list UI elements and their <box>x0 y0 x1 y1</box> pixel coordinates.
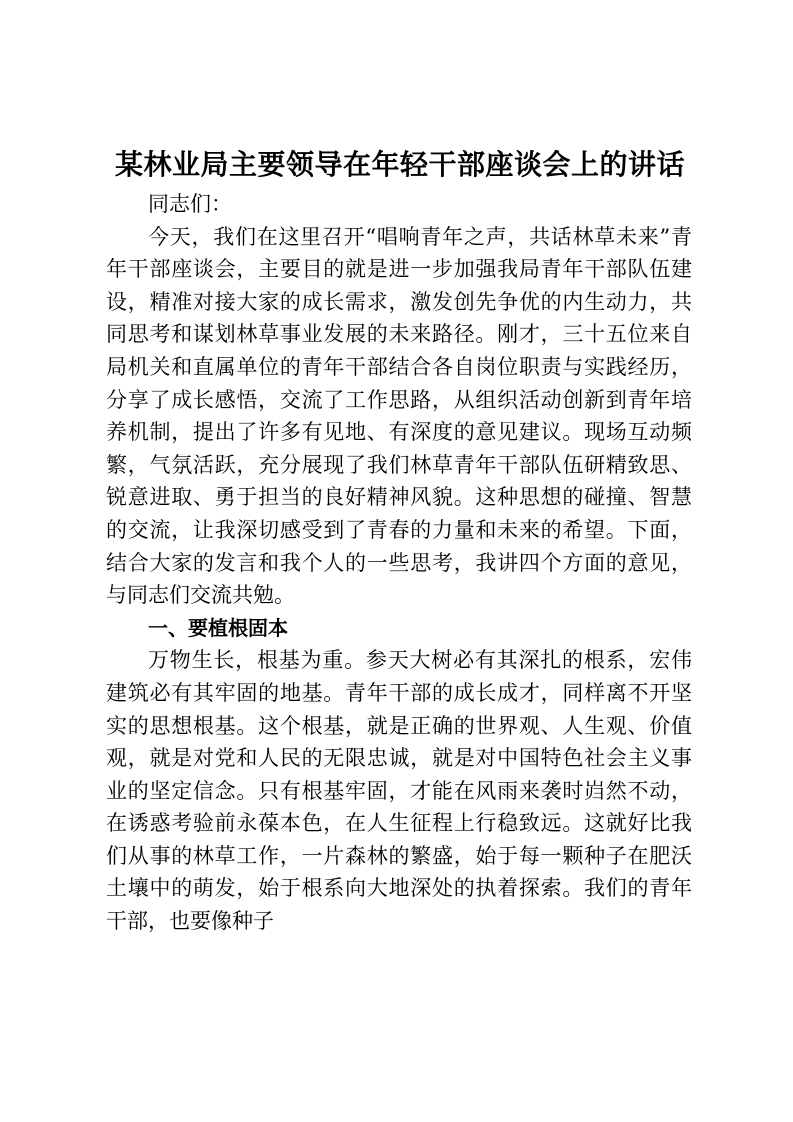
intro-paragraph: 今天，我们在这里召开“唱响青年之声，共话林草未来”青年干部座谈会，主要目的就是进一步加强我局青年干部队伍建设，精准对接大家的成长需求，激发创先争优的内生动力，共同思考和谋划林草事业发展的未来路径。刚才，三十五位来自局机关和直属单位的青年干部结合各自岗位职责与实践经历，分享了成长感悟，交流了工作思路，从组织活动创新到青年培养机制，提出了许多有见地、有深度的意见建议。现场互动频繁，气氛活跃，充分展现了我们林草青年干部队伍研精致思、锐意进取、勇于担当的良好精神风貌。这种思想的碰撞、智慧的交流，让我深切感受到了青春的力量和未来的希望。下面，结合大家的发言和我个人的一些思考，我讲四个方面的意见，与同志们交流共勉。 <box>106 224 692 608</box>
salutation: 同志们： <box>148 192 232 216</box>
document-title: 某林业局主要领导在年轻干部座谈会上的讲话 <box>114 148 685 181</box>
document-body <box>106 188 692 938</box>
section-heading: 一、要植根固本 <box>148 615 288 640</box>
section-paragraph: 万物生长，根基为重。参天大树必有其深扎的根系，宏伟建筑必有其牢固的地基。青年干部的成长成才，同样离不开坚实的思想根基。这个根基，就是正确的世界观、人生观、价值观，就是对党和人民的无限忠诚，就是对中国特色社会主义事业的坚定信念。只有根基牢固，才能在风雨来袭时岿然不动，在诱惑考验前永葆本色，在人生征程上行稳致远。这就好比我们从事的林草工作，一片森林的繁盛，始于每一颗种子在肥沃土壤中的萌发，始于根系向大地深处的执着探索。我们的青年干部，也要像种子 <box>106 648 692 934</box>
